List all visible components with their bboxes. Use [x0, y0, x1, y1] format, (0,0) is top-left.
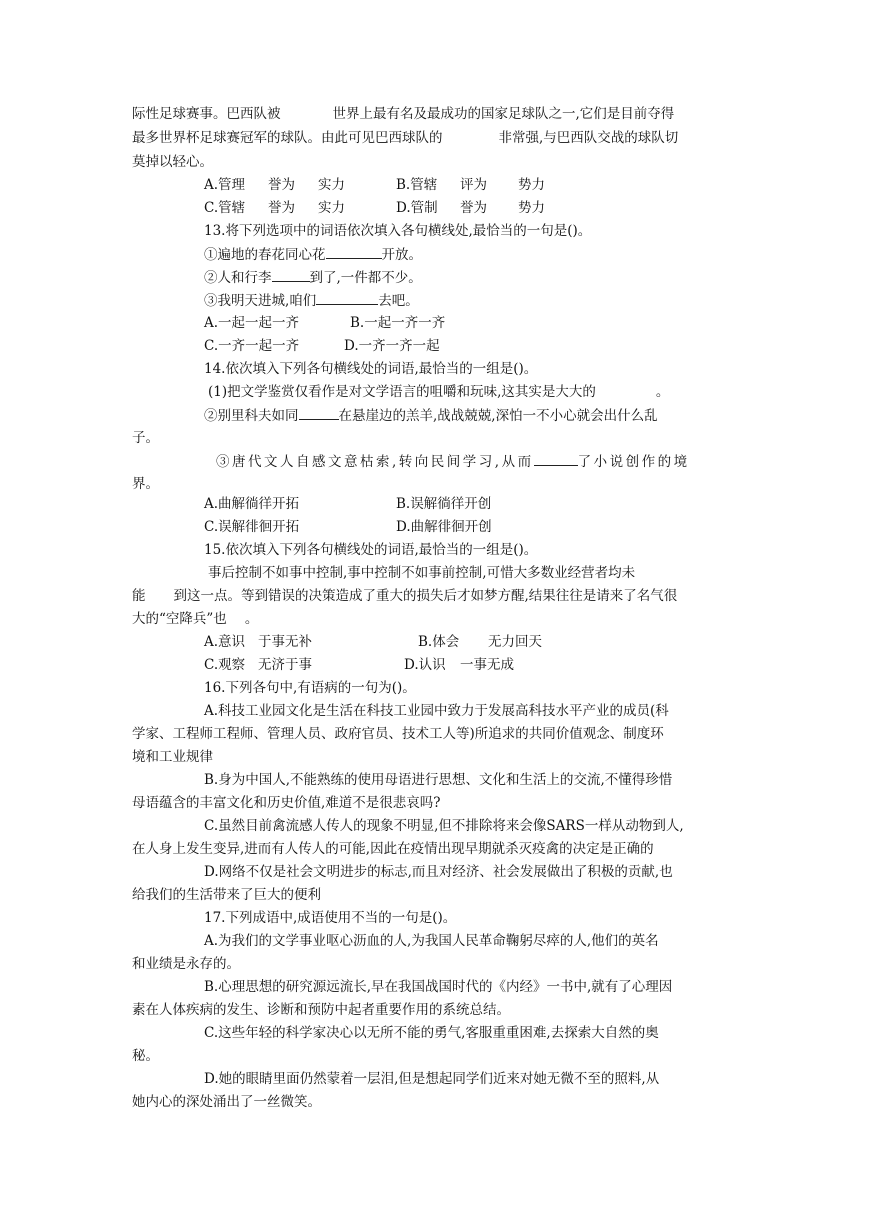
q15-p2-part-a: 能: [132, 588, 146, 604]
q15-para-line-2: [132, 586, 677, 606]
q17-option-c-line-2: 秘。: [132, 1048, 159, 1064]
q13-s2-part-a: ②人和行李: [204, 270, 272, 286]
q16-option-d-line-2: 给我们的生活带来了巨大的便利: [132, 887, 321, 903]
q13-stem: 13.将下列选项中的词语依次填入各句横线处,最恰当的一句是()。: [204, 223, 592, 239]
q12-option-d-word3: 势力: [518, 200, 545, 216]
q14-stem: 14.依次填入下列各句横线处的词语,最恰当的一组是()。: [204, 361, 538, 377]
q13-sentence-2: [204, 267, 422, 287]
q12-line-2: [132, 128, 678, 148]
q12-line2-part-a: 最多世界杯足球赛冠军的球队。由此可见巴西球队的: [132, 130, 443, 146]
q16-option-a-line-2: 学家、工程师工程师、管理人员、政府官员、技术工人等)所追求的共同价值观念、制度环: [132, 726, 664, 742]
q15-option-b-w1: B.体会: [418, 634, 460, 650]
q17-option-d-line-1: D.她的眼睛里面仍然蒙着一层泪,但是想起同学们近来对她无微不至的照料,从: [204, 1071, 660, 1087]
q17-option-a-line-1: A.为我们的文学事业呕心沥血的人,为我国人民革命鞠躬尽瘁的人,他们的英名: [204, 933, 659, 949]
q12-line-1: [132, 104, 674, 124]
q13-option-b: B.一起一齐一齐: [350, 315, 446, 331]
q15-option-c-w2: 无济于事: [258, 657, 312, 673]
q12-option-d-word2: 誉为: [460, 200, 487, 216]
q15-para-line-1: 事后控制不如事中控制,事中控制不如事前控制,可惜大多数业经营者均未: [208, 565, 636, 581]
q15-option-c-w1: C.观察: [204, 657, 246, 673]
q15-option-a-w2: 于事无补: [258, 634, 312, 650]
q15-option-b: [418, 632, 542, 652]
q16-option-d-line-1: D.网络不仅是社会文明进步的标志,而且对经济、社会发展做出了积极的贡献,也: [204, 864, 673, 880]
q14-sentence-3: [216, 451, 690, 471]
q14-s1-part-b: 。: [655, 384, 670, 400]
q15-option-d: [404, 655, 514, 675]
q16-option-b-line-1: B.身为中国人,不能熟练的使用母语进行思想、文化和生活上的交流,不懂得珍惜: [204, 772, 673, 788]
q12-option-a-word3: 实力: [318, 177, 345, 193]
q13-s1-part-a: ①遍地的春花同心花: [204, 247, 326, 263]
q15-p3-part-b: 。: [244, 611, 259, 627]
q13-sentence-1: [204, 244, 422, 264]
q16-option-a-line-1: A.科技工业园文化是生活在科技工业园中致力于发展高科技水平产业的成员(科: [204, 703, 669, 719]
q12-option-d: [396, 198, 545, 218]
q17-option-b-line-2: 素在人体疾病的发生、诊断和预防中起者重要作用的系统总结。: [132, 1002, 510, 1018]
q12-line-3: 莫掉以轻心。: [132, 154, 213, 170]
q16-stem: 16.下列各句中,有语病的一句为()。: [204, 680, 416, 696]
q12-option-b: [396, 175, 545, 195]
q16-option-a-line-3: 境和工业规律: [132, 749, 213, 765]
q12-option-b-label: B.管辖: [396, 177, 438, 193]
q13-option-a: A.一起一起一齐: [204, 315, 300, 331]
q12-line1-part-b: 世界上最有名及最成功的国家足球队之一,它们是目前夺得: [332, 106, 675, 122]
q14-s3-part-a: ③唐代文人自感文意枯索,转向民间学习,从而: [216, 454, 534, 470]
q13-option-c: C.一齐一起一齐: [204, 338, 300, 354]
q12-option-b-word2: 评为: [460, 177, 487, 193]
q17-option-b-line-1: B.心理思想的研究源远流长,早在我国战国时代的《内经》一书中,就有了心理因: [204, 979, 673, 995]
q12-option-c-word3: 实力: [318, 200, 345, 216]
q12-option-a-label: A.管理: [204, 177, 246, 193]
q17-option-c-line-1: C.这些年轻的科学家决心以无所不能的勇气,客服重重困难,去探索大自然的奥: [204, 1025, 659, 1041]
q16-option-b-line-2: 母语蕴含的丰富文化和历史价值,难道不是很悲哀吗?: [132, 795, 441, 811]
q13-s1-part-b: 开放。: [381, 247, 422, 263]
q14-s2-part-b: 在悬崖边的羔羊,战战兢兢,深怕一不小心就会出什么乱: [338, 408, 658, 424]
q15-p3-part-a: 大的“空降兵”也: [132, 611, 227, 627]
q17-option-d-line-2: 她内心的深处涌出了一丝微笑。: [132, 1094, 321, 1110]
q14-option-d: D.曲解徘徊开创: [396, 519, 492, 535]
q15-option-d-w1: D.认识: [404, 657, 446, 673]
q12-option-c-word2: 誉为: [268, 200, 295, 216]
q13-s3-part-a: ③我明天进城,咱们: [204, 293, 317, 309]
q15-option-d-w2: 一事无成: [460, 657, 514, 673]
q12-line1-part-a: 际性足球赛事。巴西队被: [132, 106, 281, 122]
q14-s3-blank: [534, 451, 578, 466]
q14-sentence-1: [208, 382, 669, 402]
q13-sentence-3: [204, 290, 419, 310]
q14-sentence-3-cont: 界。: [132, 476, 159, 492]
q14-option-b: B.误解徜徉开创: [396, 496, 492, 512]
q13-s1-blank: [326, 244, 382, 259]
q17-option-a-line-2: 和业绩是永存的。: [132, 956, 240, 972]
q14-sentence-2: [204, 405, 658, 425]
q12-option-a: [204, 175, 345, 195]
q14-sentence-2-cont: 子。: [132, 430, 159, 446]
q12-option-c-label: C.管辖: [204, 200, 246, 216]
q15-stem: 15.依次填入下列各句横线处的词语,最恰当的一组是()。: [204, 542, 538, 558]
q14-s3-part-b: 了小说创作的境: [577, 454, 690, 470]
q14-option-c: C.误解徘徊开拓: [204, 519, 300, 535]
q13-s2-part-b: 到了,一件都不少。: [309, 270, 422, 286]
q15-option-c: [204, 655, 312, 675]
q12-option-d-label: D.管制: [396, 200, 438, 216]
q12-line2-part-b: 非常强,与巴西队交战的球队切: [498, 130, 679, 146]
q15-p2-part-b: 到这一点。等到错误的决策造成了重大的损失后才如梦方醒,结果往往是请来了名气很: [173, 588, 678, 604]
q15-option-a: [204, 632, 312, 652]
q16-option-c-line-2: 在人身上发生变异,进而有人传人的可能,因此在疫情出现早期就杀灭疫禽的决定是正确的: [132, 841, 654, 857]
q15-option-b-w2: 无力回天: [488, 634, 542, 650]
q12-option-c: [204, 198, 345, 218]
q12-option-b-word3: 势力: [518, 177, 545, 193]
q15-para-line-3: [132, 609, 258, 629]
q14-s2-blank: [299, 405, 339, 420]
q13-option-d: D.一齐一齐一起: [344, 338, 440, 354]
q13-s2-blank: [272, 267, 310, 282]
q15-option-a-w1: A.意识: [204, 634, 246, 650]
q16-option-c-line-1: C.虽然目前禽流感人传人的现象不明显,但不排除将来会像SARS一样从动物到人,: [204, 818, 684, 834]
q17-stem: 17.下列成语中,成语使用不当的一句是()。: [204, 910, 457, 926]
q13-s3-part-b: 去吧。: [378, 293, 419, 309]
q13-s3-blank: [316, 290, 378, 305]
q14-s1-part-a: (1)把文学鉴赏仅看作是对文学语言的咀嚼和玩味,这其实是大大的: [208, 384, 596, 400]
q14-s2-part-a: ②别里科夫如同: [204, 408, 299, 424]
q14-option-a: A.曲解徜徉开拓: [204, 496, 300, 512]
q12-option-a-word2: 誉为: [268, 177, 295, 193]
